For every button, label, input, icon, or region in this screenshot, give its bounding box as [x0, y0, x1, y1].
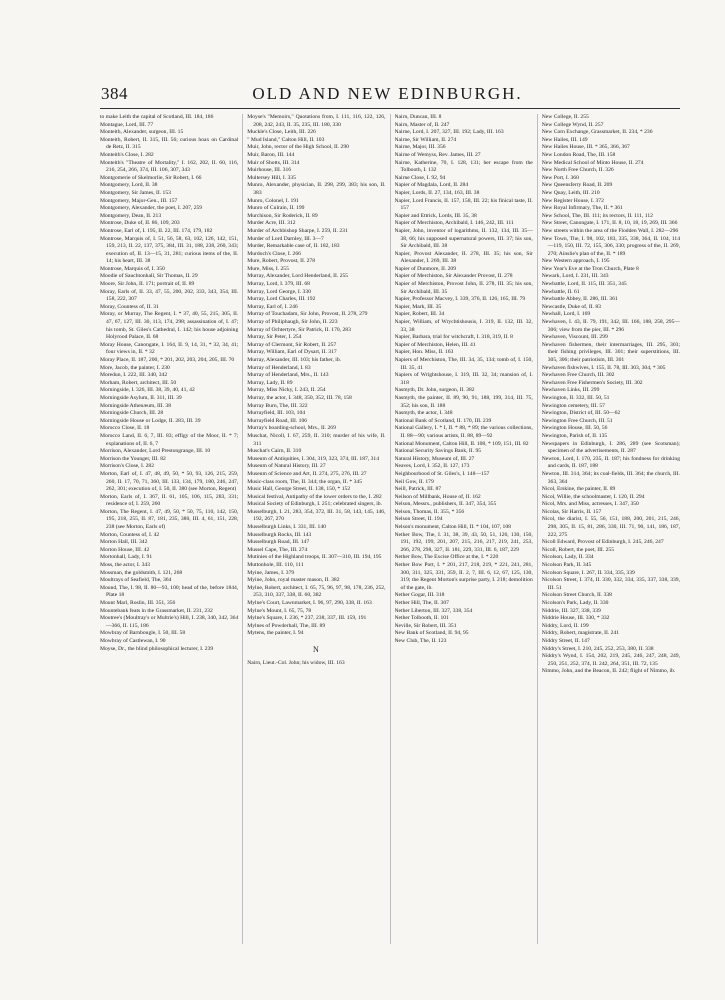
index-entry: Nether Gogar, III. 318 — [394, 592, 445, 599]
index-entry: Murray, Sir Peter, I. 254 — [247, 334, 302, 341]
index-entry: Nether Liberton, III. 327, 338, 354 — [394, 607, 473, 614]
index-entry: Newbattle, II. 61 — [541, 288, 580, 295]
index-entry: Murray, Miss Nicky, I. 243, II. 254 — [247, 387, 326, 394]
index-entry: Nasmyth, Dr. John, surgeon, II. 382 — [394, 387, 475, 394]
index-entry: Murray of Henderland, Mrs., II. 143 — [247, 372, 329, 379]
index-entry: Muir of Shotts, III. 314 — [247, 159, 300, 166]
index-entry: Nicol, Erskine, the painter, II. 89 — [541, 486, 616, 493]
index-entry: Newington, II. 332, III. 50, 51 — [541, 394, 610, 401]
index-entry: Newton, III. 314, 364; its coal-fields, III. 364; the church, III. 363, 364 — [541, 470, 680, 485]
index-entry: New Western approach, I. 195 — [541, 258, 610, 265]
index-entry: Newington House, III. 50, 56 — [541, 425, 608, 432]
index-entry: Mylne's Square, I. 236, * 237, 238, 337, III. 159, 191 — [247, 615, 367, 622]
index-entry: Musselburgh, I. 21, 283, 354, 372, III. 31, 58, 143, 145, 146, 192, 267, 270 — [247, 508, 386, 523]
index-entry: Murder of Lord Darnley, III. 3—7 — [247, 235, 324, 242]
index-entry: Murray, Lord Charles, III. 192 — [247, 296, 316, 303]
index-entry: Nicol, Willie, the schoolmaster, I. 120, II. 294 — [541, 493, 645, 500]
index-entry: Murder, Remarkable case of, II. 182, 183 — [247, 243, 340, 250]
index-entry: New College, II. 255 — [541, 114, 589, 120]
index-entry: Murray, the actor, I. 348, 350, 352, III. 78, 158 — [247, 394, 352, 401]
index-entry: Murray, William, Earl of Dysart, II. 317 — [247, 349, 337, 356]
index-entry: Montgomery, Lord, II. 38 — [100, 182, 158, 189]
index-entry: Mountebank feats in the Grassmarket, II. 231, 232 — [100, 607, 213, 614]
index-entry: Neil Gow, II. 179 — [394, 478, 434, 485]
index-entry: Nelson, Thomas, II. 355, * 356 — [394, 508, 465, 515]
index-entry: Mylne's Court, Lawnmarket, I. 96, 97, 290, 338, II. 163 — [247, 600, 372, 606]
index-entry: Nicolson Street Church, II. 338 — [541, 592, 612, 599]
index-columns — [100, 114, 680, 944]
index-entry: Museum of Science and Art, II. 274, 275, 276, III. 27 — [247, 470, 367, 477]
index-entry: Napiers of Merchiston, The, III. 34, 35, 134; tomb of, I. 150, III. 35, 41 — [394, 357, 533, 371]
index-entry: Newington Free Church, III. 51 — [541, 417, 613, 424]
index-entry: Newton, Lord, I. 170, 235, II. 187; his fondness for drinking and cards, II. 187, 188 — [541, 455, 680, 470]
index-entry: Murray of Ochtertyre, Sir Patrick, II. 170, 283 — [247, 326, 351, 333]
index-entry: Natural History, Museum of, III. 27 — [394, 455, 475, 462]
index-entry: Muir, Baron, III. 144 — [247, 151, 295, 158]
index-entry: Myine, John, royal master mason, II. 382 — [247, 577, 340, 584]
index-entry: Nicol, the diarist, I. 55, 56, 151, 188, 200, 201, 215, 246, 298, 305, II. 15, 81, 286, 330, III. 71, 90, 141, 186, 187, 222, 275 — [541, 516, 680, 538]
column-divider — [537, 114, 538, 944]
index-entry: Musselburgh Links, I. 331, III. 140 — [247, 524, 326, 531]
index-entry: Montrose, Marquis of, I. 51, 56, 58, 63, 102, 126, 142, 151, 159, 213, II. 22, 137, 375, 384, III. 31, 188, 238, 260, 343; execution of, II. 13—15, 31, 281; curious items of the, II. 14; his heart, III. 38 — [100, 235, 239, 265]
index-entry: Moodie of Sauchtonhall, Sir Thomas, II. 29 — [100, 273, 198, 280]
index-entry: Newbattle Abbey, II. 286, III. 361 — [541, 296, 618, 303]
index-entry: Niddry, Lord, II. 199 — [541, 622, 589, 629]
index-entry: Nairne, Katherine, 70, I. 128, 131; her escape from the Tolbooth, I. 132 — [394, 159, 533, 174]
index-entry: Munro of Culrain, II. 199 — [247, 205, 305, 212]
index-entry: Mortonhall, Lady, I. 91 — [100, 554, 153, 561]
index-entry: National Gallery, I. * I, II. * 88, * 89; the various collections, II. 88—90; various artists, II. 88, 89—92 — [394, 425, 533, 439]
index-entry: Monteith, Robert, II. 315, III. 56; curious hoax on Cardinal de Retz, II. 315 — [100, 136, 239, 151]
index-entry: Newbattle, Lord, II. 115, III. 351, 345 — [541, 281, 627, 288]
index-entry: Murray of Clermont, Sir Robert, II. 257 — [247, 341, 337, 348]
index-entry: Murray's boarding-school, Mrs., II. 269 — [247, 425, 336, 432]
index-entry: Murray, Lord, I. 379, III. 68 — [247, 281, 310, 288]
index-entry: Napier, Mark, III. 35 — [394, 303, 442, 310]
index-entry: Morocco Close, II. 18 — [100, 425, 150, 432]
index-entry: Newark, Lord, I. 231, III. 343 — [541, 273, 609, 280]
index-entry: Monteith's Close, I. 282 — [100, 151, 154, 158]
index-entry: Newhall, Lord, I. 169 — [541, 311, 591, 318]
index-entry: Moray, Countess of, II. 31 — [100, 303, 159, 310]
index-entry: Myine, James, I. 379 — [247, 569, 295, 576]
index-entry: Morton, Countess of, I. 42 — [100, 531, 160, 538]
index-entry: to make Leith the capital of Scotland, III. 184, 186 — [100, 114, 214, 120]
index-entry: Monteith, Alexander, surgeon, III. 15 — [100, 129, 184, 136]
index-entry: Napier of Magdala, Lord, II. 284 — [394, 182, 469, 189]
index-entry: Neill, Patrick, III. 87 — [394, 486, 442, 493]
index-entry: More, Jacob, the painter, I. 230 — [100, 364, 170, 371]
index-entry: Nelson's monument, Calton Hill, II. * 104, 107, 108 — [394, 524, 511, 531]
index-entry: Morrison the Younger, III. 82 — [100, 455, 166, 462]
index-entry: Moredun, I. 222, III. 340, 342 — [100, 372, 168, 379]
index-entry: Murray Burn, The, III. 322 — [247, 402, 308, 409]
index-entry: Newhaven fishermen, their intermarriages, III. 295, 303; their fishing privileges, III. 301; their superstitions, III. 305, 306; their patriotism, III. 301 — [541, 341, 680, 363]
index-entry: Morningside, I. 326, III. 38, 39, 40, 41, 42 — [100, 387, 195, 394]
index-entry: Nairne, Lord, I. 207, 327, III. 192; Lady, III. 163 — [394, 129, 504, 136]
index-entry: New Port, I. 360 — [541, 174, 579, 181]
index-entry: Napiers of Wrightshouse, I. 319, III. 32, 34; mansion of, I. 318 — [394, 372, 533, 386]
index-entry: Napier of Merchiston, Sir Alexander Provost, II. 278 — [394, 273, 513, 280]
index-entry: Mowbray of Castlewan, I. 90 — [100, 637, 166, 644]
index-entry: Nicolson Park, II. 345 — [541, 562, 592, 569]
index-entry: Morton, The Regent, I. 47, 49, 50, * 50, 75, 110, 142, 150, 195, 218, 255, II. 87, 181, 235, 380, III. 4, 61, 151, 228, 238 (see Morton, Earls of) — [100, 508, 239, 531]
index-column-1 — [100, 114, 238, 944]
index-entry: New Hailes House, III. * 365, 366, 367 — [541, 144, 630, 151]
index-entry: Nicolson, Lady, II. 334 — [541, 554, 594, 561]
index-entry: Muttonhole, III. 110, 111 — [247, 562, 304, 569]
index-entry: New College Wynd, II. 257 — [541, 121, 604, 128]
index-entry: Napier of Merchiston, Provost John, II. 278, III. 35; his son, Sir Archibald, III. 35 — [394, 281, 533, 295]
index-entry: Mound, The, I. 98, II. 80—93, 100; head of the, before 1844, Plate 18 — [100, 584, 239, 599]
index-entry: Nairne Close, I. 92, 94 — [394, 174, 446, 181]
index-entry: Nicoll Edward, Provost of Edinburgh, I. 245, 246, 247 — [541, 539, 664, 546]
index-entry: New Club, The, II. 123 — [394, 637, 447, 644]
index-entry: Murder Acre, III. 312 — [247, 220, 296, 227]
index-entry: Montague, Lord, III. 77 — [100, 121, 154, 128]
index-entry: Napier, John, inventor of logarithms, II. 132, 134, III. 35—38, 66; his supposed supernatural powers, III. 37; his son, Sir Archibald, III. 38 — [394, 227, 533, 250]
index-entry: Neilson of Millbank, House of, II. 162 — [394, 493, 481, 500]
index-entry: Nether Bow, The Excise Office at the, I. * 220 — [394, 554, 499, 561]
index-entry: Mylne's Mount, I. 65, 75, 78 — [247, 607, 312, 614]
index-entry: Napier, Professor Macvey, I. 339, 376, II. 126, 165, III. 79 — [394, 296, 526, 303]
index-entry: Morton, Earl of, I. 47, 48, 49, 50, * 50, 93, 126, 215, 259, 260, II. 17, 70, 71, 360, III. 133, 134, 179, 180, 246, 247, 262, 301; execution of, I. 50, II. 380 (see Morton, Regent) — [100, 470, 239, 493]
index-entry: Museum of Antiquities, I. 304, 319, 323, 374, III. 187, 314 — [247, 455, 380, 462]
index-entry: Nairn, Lieut.-Col. John; his widow, III. 163 — [247, 659, 345, 666]
index-entry: Newhaven Free Fishermen's Society, III. 302 — [541, 379, 643, 386]
index-entry: Munro, Colonel, I. 191 — [247, 197, 299, 204]
index-entry: Morrison, Alexander, Lord Prestongrange, III. 10 — [100, 448, 211, 455]
index-entry: Nicolson Square, I. 267, II. 334, 335, 339 — [541, 569, 635, 576]
index-entry: Morton Hall, III. 342 — [100, 539, 148, 546]
index-entry: Niddrie House, III. 330, * 332 — [541, 615, 610, 622]
index-entry: Mylnes of Powderhall, The, III. 89 — [247, 622, 326, 629]
index-entry: Morningside Asylum, II. 311, III. 39 — [100, 394, 182, 401]
index-entry: Niddry Street, II. 147 — [541, 637, 590, 644]
column-divider — [390, 114, 391, 944]
index-entry: Niddry's Street, I. 210, 245, 252, 253, 380, II. 338 — [541, 645, 654, 652]
index-entry: Morham, Robert, architect, III. 50 — [100, 379, 177, 386]
index-entry: Montgomerie of Skelmorlie, Sir Robert, I. 66 — [100, 174, 202, 181]
index-entry: Murchison, Sir Roderick, II. 89 — [247, 212, 318, 219]
index-entry: Morningside Church, III. 28 — [100, 410, 164, 417]
index-entry: Napier of Merchiston, Helen, III. 41 — [394, 341, 476, 348]
index-entry: Nairn, Master of, II. 247 — [394, 121, 450, 128]
index-entry: Newspapers in Edinburgh, I. 286, 289 (see Scotsman); specimen of the advertisements, II. 287 — [541, 440, 680, 455]
index-entry: Napier, Robert, III. 34 — [394, 311, 445, 318]
index-entry: Music Hall, George Street, II. 138, 150, * 152 — [247, 486, 351, 493]
index-entry: Montgomery, Major-Gen., III. 157 — [100, 197, 178, 204]
index-entry: Napier of Merchiston, Archibald, I. 146, 242, III. 111 — [394, 220, 514, 227]
index-entry: Neaves, Lord, I. 352, II. 127, 173 — [394, 463, 470, 470]
index-entry: Monteith's "Theatre of Mortality," I. 162, 202, II. 60, 116, 216, 254, 266, 374, III. 106, 307, 343 — [100, 159, 239, 174]
index-entry: Mure, Robert, Provost, II. 278 — [247, 258, 315, 265]
index-entry: Murray of Philiphaugh, Sir John, II. 223 — [247, 319, 338, 326]
index-entry: Mytens, the painter, I. 94 — [247, 630, 304, 637]
index-entry: National Security Savings Bank, II. 95 — [394, 448, 482, 455]
index-entry: New Town, The, I. 98, 102, 183, 335, 338, 364, II. 104, 114—119, 150, III. 72, 155, 306, 330; progress of the, II. 269, 270; Ainslie's plan of the, II. * 189 — [541, 235, 680, 257]
index-entry: New streets within the area of the Flodden Wall, I. 282—296 — [541, 227, 679, 234]
index-entry: Murdoch's Close, I. 266 — [247, 250, 301, 257]
index-entry: Nicol, Mrs. and Miss, actresses, I. 347, 350 — [541, 501, 639, 508]
index-entry: Mure, Miss, I. 255 — [247, 265, 289, 272]
index-entry: Morocco Land, II. 6, 7, III. 83; effigy of the Moor, II. * 7; explanations of, II. 6, 7 — [100, 432, 239, 447]
index-entry: Moray House, Canongate, I. 164, II. 9, 14, 31, * 32, 34, 41; four views in, II. * 32 — [100, 341, 239, 356]
index-entry: New Bank of Scotland, II. 94, 95 — [394, 630, 469, 637]
index-entry: Moray Place, II. 187, 200, * 201, 202, 203, 204, 205, III. 70 — [100, 357, 235, 363]
index-entry: Morton House, III. 42 — [100, 546, 150, 553]
index-entry: Moore, Sir John, II. 171; portrait of, II. 89 — [100, 281, 195, 288]
index-entry: Musical festival, Antipathy of the lower orders to the, I. 282 — [247, 493, 382, 500]
index-entry: Newhaven Links, III. 299 — [541, 387, 600, 394]
index-entry: Mylne, Robert, architect, I. 65, 75, 96, 97, 98, 178, 236, 252, 253, 310, 337, 338, II. 60, 382 — [247, 584, 386, 599]
page-number: 384 — [101, 84, 128, 103]
index-entry: Newington, District of, III. 50—62 — [541, 410, 621, 417]
index-entry: National Monument, Calton Hill, II. 108, * 109, 151, III. 82 — [394, 440, 529, 447]
index-entry: Montgomery, Dean, II. 213 — [100, 212, 162, 219]
index-entry: Museum of Natural History, III. 27 — [247, 463, 326, 470]
index-entry: Muirhouse, III. 316 — [247, 167, 292, 174]
index-entry: Nether Hill, The, II. 307 — [394, 600, 449, 606]
index-entry: Montrose, Duke of, II. 86, 109, 203 — [100, 220, 180, 227]
index-entry: Muschat, Nicoll, I. 67, 259, II. 310; murder of his wife, II. 311 — [247, 432, 386, 447]
index-entry: Nairne, Major, III. 356 — [394, 144, 446, 151]
index-entry: New Medical School of Minto House, II. 274 — [541, 159, 644, 166]
index-entry: " Mud Island," Calton Hill, II. 103 — [247, 136, 325, 143]
index-entry: Niddry, Robert, magistrate, II. 241 — [541, 630, 620, 637]
header-rule — [100, 108, 680, 109]
index-entry: Nicolas, Sir Harris, II. 157 — [541, 508, 602, 515]
index-entry: Nairne, Sir William, II. 274 — [394, 136, 457, 143]
index-entry: Napier and Ettrick, Lords, III. 35, 38 — [394, 212, 477, 219]
index-entry: Newington, Parish of, II. 135 — [541, 432, 608, 439]
index-entry: Music-class room, The, II. 344; the organ, II. * 345 — [247, 478, 363, 485]
index-entry: Mossman, the goldsmith, I. 121, 268 — [100, 569, 183, 576]
index-entry: Mowbray of Barnbougle, I. 50, III. 58 — [100, 630, 186, 637]
index-entry: Newhaven fishwives, I. 155, II. 78, III. 303, 304, * 305 — [541, 364, 666, 371]
index-entry: New Corn Exchange, Grassmarket, II. 234, * 236 — [541, 129, 653, 136]
index-entry: Murray, Alexander, Lord Henderland, II. 255 — [247, 273, 349, 280]
index-entry: Newcastle, Duke of, II. 83 — [541, 303, 601, 310]
index-entry: Newhaven, I. 43, II. 79, 191, 342, III. 166, 188, 258, 295—306; view from the pier, III. * 296 — [541, 319, 680, 333]
index-entry: Murray of Touchadam, Sir John, Provost, II. 278, 279 — [247, 311, 368, 318]
running-title: OLD AND NEW EDINBURGH. — [252, 84, 523, 103]
index-entry: Musselburgh Road, III. 147 — [247, 539, 310, 546]
index-entry: Napier, Lord Francis, II. 157, 158, III. 22; his finical taste, II. 157 — [394, 197, 533, 212]
index-entry: National Bank of Scotland, II. 170, III. 239 — [394, 417, 492, 424]
index-entry: Morton, Earls of, I. 367, II. 61, 105, 106, 115, 283, 331; residence of, I. 259, 260 — [100, 493, 239, 508]
index-entry: Multersey Hill, I. 335 — [247, 174, 296, 181]
index-entry: Napier of Dunmore, II. 209 — [394, 265, 457, 272]
index-entry: Nicolson Street, I. 374, II. 330, 332, 334, 335, 337, 338, 339, III. 51 — [541, 577, 680, 591]
index-entry: Moray, Earls of, II. 33, 47, 55, 200, 202, 333, 343, 354, III. 158, 222, 307 — [100, 288, 239, 303]
index-entry: Newhaven Free Church, III. 302 — [541, 372, 615, 379]
index-entry: New Queensferry Road, II. 209 — [541, 182, 613, 189]
index-entry: Murrayfield Road, III. 106 — [247, 417, 308, 424]
index-entry: New Year's Eve at the Tron Church, Plate 8 — [541, 265, 639, 272]
index-entry: New North Free Church, II. 326 — [541, 167, 614, 174]
index-entry: Morrison's Close, I. 282 — [100, 463, 154, 470]
index-entry: Moyse, Dr., the blind philosophical lecturer, I. 239 — [100, 645, 214, 652]
column-divider — [242, 114, 243, 944]
index-entry: Niddrie, III. 327, 338, 339 — [541, 607, 601, 614]
index-entry: Murray, Alexander, III. 103; his father, ib. — [247, 357, 342, 363]
index-entry: Nasmyth, the actor, I. 348 — [394, 410, 453, 417]
index-entry: Nelson Street, II. 194 — [394, 516, 443, 523]
index-entry: Moutree's (Moultray's or Multrie's) Hill, I. 238, 340, 342, 364—366, II. 115, 186 — [100, 615, 239, 629]
index-entry: Nether Tolbooth, II. 101 — [394, 615, 449, 622]
index-entry: Munro, Alexander, physician, II. 298, 299, 383; his son, II. 383 — [247, 182, 386, 196]
index-entry: Neighbourhood of St. Giles's, I. 148—157 — [394, 470, 490, 477]
index-entry: Nasmyth, the painter, II. 89, 90, 91, 188, 199, 314, III. 75, 352; his son, II. 188 — [394, 394, 533, 409]
index-entry: Napier, Lords, II. 27, 134, 163, III. 38 — [394, 189, 480, 196]
index-entry: New Royal Infirmary, The, II. * 361 — [541, 205, 623, 212]
page-header — [95, 84, 680, 106]
index-entry: Morningside House or Lodge, II. 283, III. 39 — [100, 417, 201, 424]
index-entry: Napier, William, of Wrychtishousis, I. 319, II. 132, III. 32, 33, 38 — [394, 319, 533, 333]
index-entry: Muckle's Close, Leith, III. 226 — [247, 129, 316, 136]
index-entry: New Hailes, III. 149 — [541, 136, 588, 143]
index-entry: Murray, Earl of, I. 246 — [247, 303, 298, 310]
index-entry: Nicolson's Park, Lady, II. 330 — [541, 600, 609, 606]
index-column-2-entries — [247, 114, 385, 638]
index-entry: Mount Marl, Roslin, III. 351, 356 — [100, 600, 176, 606]
index-entry: Napier, Barbara, trial for witchcraft, I. 318, 319, II. 8 — [394, 334, 513, 341]
index-entry: Moultrays of Seafield, The, 364 — [100, 577, 172, 584]
index-entry: Montgomery, Sir James, II. 153 — [100, 189, 171, 196]
index-entry: Murray of Henderland, I. 83 — [247, 364, 311, 371]
index-entry: Montrose, Earl of, I. 195, II. 22, III. 174, 179, 182 — [100, 227, 213, 234]
index-entry: Montgomery, Alexander, the poet, I. 207, 259 — [100, 205, 203, 212]
index-entry: Nairn, Duncan, III. 8 — [394, 114, 442, 120]
index-entry: New Quay, Leith, III. 210 — [541, 189, 600, 196]
section-letter: N — [312, 644, 320, 654]
index-entry: Moss, the actor, I. 343 — [100, 562, 150, 569]
index-entry: Mutinies of the Highland troops, II. 307—310, III. 194, 195 — [247, 554, 382, 561]
index-entry: Nether Bow Port, I. * 201, 217, 218, 219, * 221, 241, 281, 300, 311, 325, 331, 359, II. 2, 7, III. 6, 12, 67, 125, 130, 319; the Regent Morton's surprise party, I. 218; demolition of the gate, ib. — [394, 562, 533, 591]
index-entry: Morningside Athenæum, III. 38 — [100, 402, 172, 409]
index-entry: Murray, Lord George, I. 330 — [247, 288, 311, 295]
index-entry: Muir, John, rector of the High School, II. 290 — [247, 144, 349, 151]
index-entry: Murder of Archbishop Sharpe, I. 259, II. 231 — [247, 227, 348, 234]
index-entry: Murray, Lady, II. 89 — [247, 379, 293, 386]
index-entry: Muschat's Cairn, II. 310 — [247, 448, 302, 455]
index-entry: Neville, Sir Robert, III. 351 — [394, 622, 457, 629]
index-entry: Moyse's "Memoirs," Quotations from, I. 111, 116, 122, 126, 208, 242, 243, II. 35, 235, III. 180, 330 — [247, 114, 386, 128]
index-entry: Montrose, Marquis of, I. 350 — [100, 265, 165, 272]
index-entry: Nelson, Messrs., publishers, II. 347, 354, 355 — [394, 501, 497, 508]
index-entry: Musical Society of Edinburgh, I. 251; celebrated singers, ib. — [247, 501, 382, 508]
index-entry: Napier, Provost Alexander, II. 278, III. 35; his son, Sir Alexander, I. 269, III. 38 — [394, 250, 533, 265]
index-column-2-section-entries — [247, 660, 385, 668]
index-entry: Newington cemetery, III. 57 — [541, 402, 605, 409]
index-column-2 — [247, 114, 385, 944]
index-entry: Newhaven, Viscount, III. 299 — [541, 334, 608, 341]
index-entry: Niddry's Wynd, I. 154, 202, 219, 245, 246, 247, 248, 249, 250, 251, 252, 374, II. 242, 264, 351, III. 72, 135 — [541, 653, 680, 667]
index-entry: New Register House, I. 372 — [541, 197, 604, 204]
index-entry: Nicoll, Robert, the poet, III. 255 — [541, 546, 614, 553]
index-entry: Nimmo, John, and the Beacon, II. 242; flight of Nimmo, ib. — [541, 668, 676, 675]
index-entry: Nairne of Wemyss, Rev. James, III. 27 — [394, 151, 481, 158]
index-entry: New Street, Canongate, I. 171, II. 8, 10, 18, 19, 269, III. 366 — [541, 220, 678, 227]
index-entry: Murrayfield, III. 103, 104 — [247, 410, 306, 417]
index-entry: Moray, or Murray, The Regent, I. * 37, 40, 55, 215, 305, II. 47, 67, 127, III. 30, 113, 174, 298; assassination of, I. 47; his tomb, St. Giles's Cathedral, I. 142; his house adjoining Holyrood Palace, II. 68 — [100, 311, 239, 341]
index-column-3 — [395, 114, 533, 944]
index-entry: Mussel Cape, The, III. 274 — [247, 546, 308, 553]
index-entry: New London Road, The, III. 158 — [541, 151, 616, 158]
index-entry: Napier, Hon. Miss, II. 163 — [394, 349, 454, 356]
index-entry: New School, The, III. 111; its rectors, II. 111, 112 — [541, 212, 653, 219]
index-entry: Nether Bow, The, I. 31, 38, 39, 43, 50, 51, 126, 130, 150, 191, 192, 199, 201, 207, 215, 216, 217, 219, 241, 253, 266, 278, 298, 327, II. 181, 229, 331, III. 6, 187, 229 — [394, 531, 533, 553]
index-entry: Musselburgh Rocks, III. 143 — [247, 531, 312, 538]
index-column-4 — [542, 114, 680, 944]
